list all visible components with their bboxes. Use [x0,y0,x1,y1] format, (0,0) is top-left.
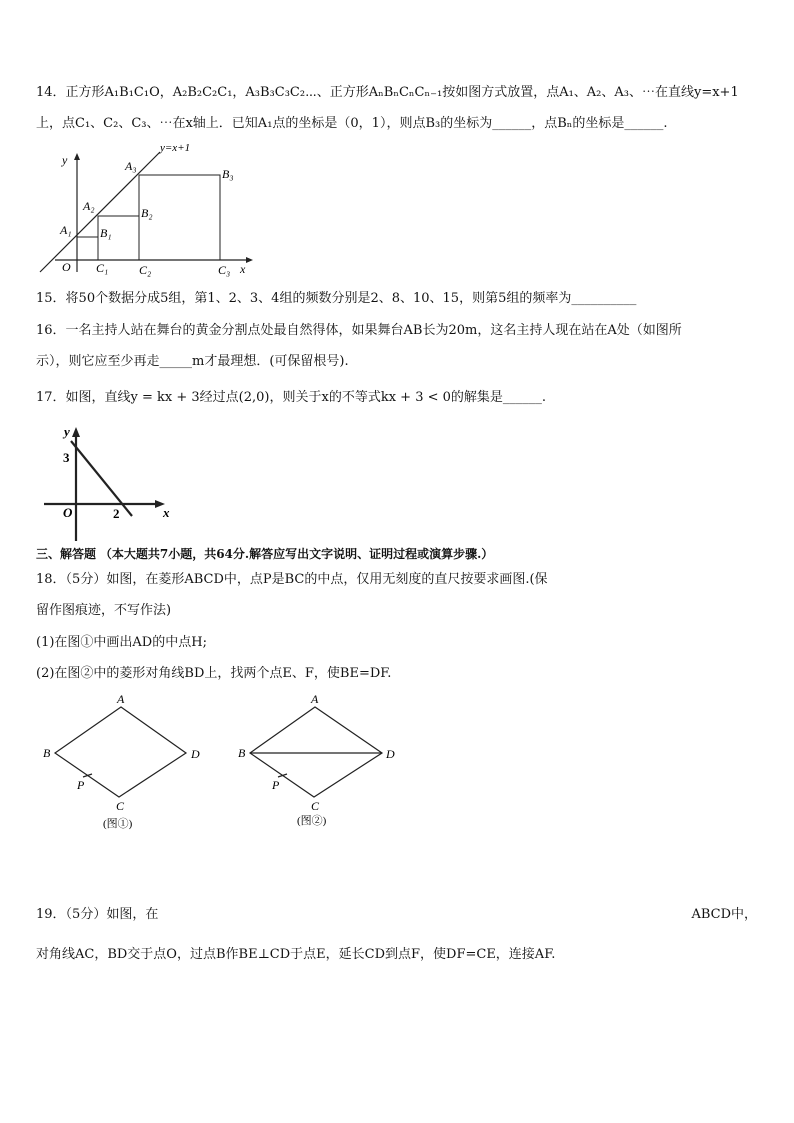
q14-a3-label: A₃ [125,159,137,173]
q19-line2: 对角线AC，BD交于点O，过点B作BE⊥CD于点E，延长CD到点F，使DF=CE，连接AF. [36,947,556,962]
q16-line1: 16．一名主持人站在舞台的黄金分割点处最自然得体，如果舞台AB长为20m，这名主持人现在站在A处（如图所 [36,323,682,338]
fig2-caption: (图②) [297,815,327,827]
q18-line1: 18．（5分）如图，在菱形ABCD中，点P是BC的中点，仅用无刻度的直尺按要求画图.(保 [36,572,548,587]
section3-title: 三、解答题 [36,547,97,561]
fig2-d-label: D [386,747,395,761]
q14-x-label: x [240,262,246,276]
q14-line2: 上，点C₁、C₂、C₃、⋯在x轴上．已知A₁点的坐标是（0，1），则点B₃的坐标为______，点Bₙ的坐标是______. [36,116,668,131]
q17-x-intercept-label: 2 [113,506,120,521]
q14-a1-label: A₁ [60,223,72,237]
section3-heading [36,545,493,563]
q17-x-label: x [163,505,170,520]
fig1-p-label: P [77,778,85,792]
q19-left: 19．（5分）如图，在 [36,907,159,922]
q14-line-label: y=x+1 [160,142,191,154]
q17-text: 17．如图，直线y = kx + 3经过点(2,0)，则关于x的不等式kx + 3 < 0的解集是______. [36,390,547,405]
q14-a2-label: A₂ [83,199,95,213]
q16-line2: 示），则它应至少再走_____m才最理想．(可保留根号). [36,354,349,369]
q17-y-intercept-label: 3 [63,450,70,465]
fig2-c-label: C [311,799,320,813]
section3-desc: （本大题共7小题，共64分.解答应写出文字说明、证明过程或演算步骤.） [99,547,494,561]
q14-y-label: y [62,153,68,167]
q14-c2-label: C₂ [139,263,152,277]
fig1-a-label: A [117,692,125,706]
fig1-caption: (图①) [103,818,133,830]
fig2-a-label: A [311,692,319,706]
q19-right: ABCD中， [691,907,757,922]
q14-origin-label: O [62,260,71,274]
q14-c1-label: C₁ [96,261,109,275]
fig1-b-label: B [43,746,51,760]
fig2-b-label: B [238,746,246,760]
q18-part2: (2)在图②中的菱形对角线BD上，找两个点E、F，使BE=DF. [36,666,392,681]
q18-part1: (1)在图①中画出AD的中点H; [36,635,207,650]
q14-b2-label: B₂ [141,206,153,220]
q17-y-label: y [64,424,70,439]
fig1-c-label: C [116,799,125,813]
q14-c3-label: C₃ [218,263,231,277]
q18-line2: 留作图痕迹，不写作法) [36,603,172,618]
q14-b3-label: B₃ [222,167,234,181]
fig2-p-label: P [272,778,280,792]
q17-origin-label: O [63,505,73,520]
q15-text: 15．将50个数据分成5组，第1、2、3、4组的频数分别是2、8、10、15，则第5组的频率为__________ [36,291,637,306]
q14-b1-label: B₁ [100,226,112,240]
q14-line1: 14．正方形A₁B₁C₁O，A₂B₂C₂C₁，A₃B₃C₃C₂⋯、正方形AₙBₙCₙCₙ₋₁按如图方式放置，点A₁、A₂、A₃、⋯在直线y=x+1 [36,85,739,100]
fig1-d-label: D [191,747,200,761]
